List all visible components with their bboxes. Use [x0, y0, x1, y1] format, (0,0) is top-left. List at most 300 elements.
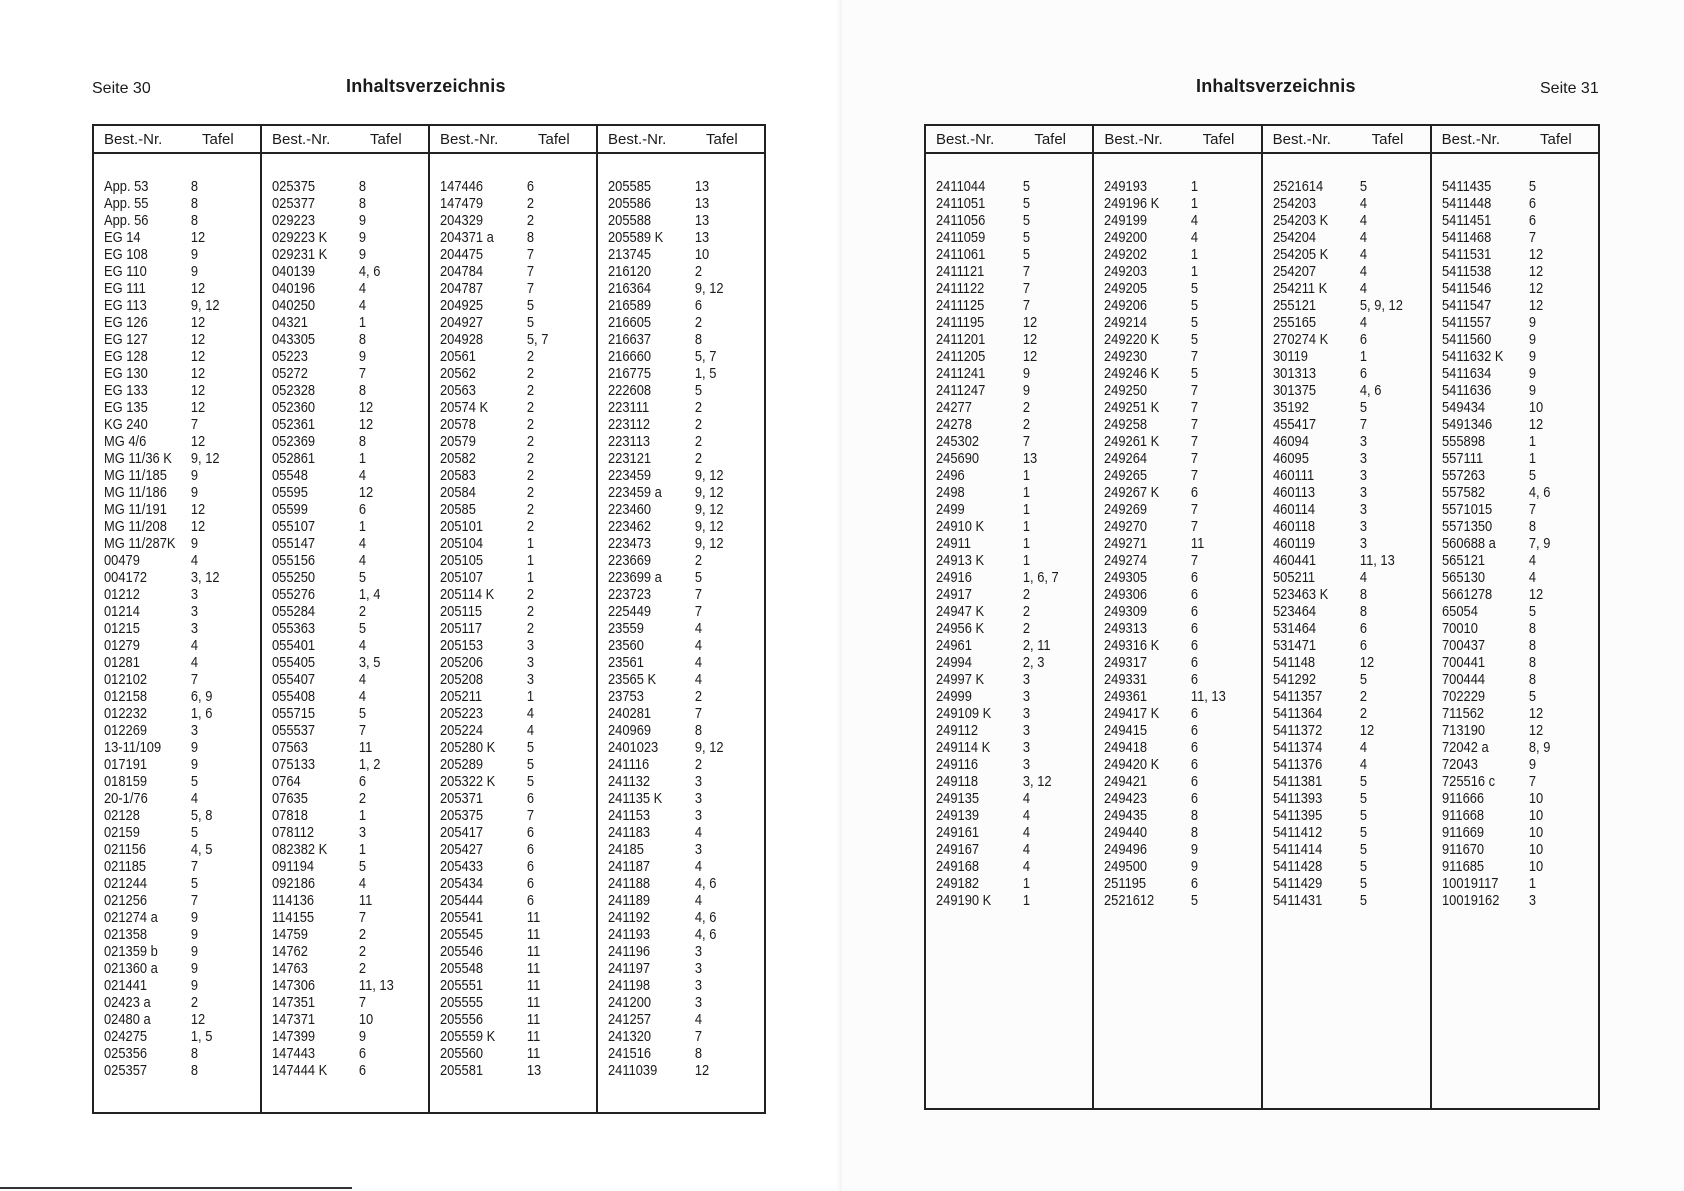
- part-number: 270274 K: [1272, 331, 1328, 348]
- tafel-number: 5: [1191, 892, 1199, 909]
- tafel-number: 12: [190, 280, 206, 297]
- tafel-number: 7: [694, 705, 703, 722]
- tafel-number: 8: [358, 195, 367, 212]
- part-number: 025375: [272, 178, 316, 195]
- tafel-number: 4: [190, 637, 199, 654]
- part-number: EG 113: [104, 297, 147, 314]
- index-row: [272, 620, 422, 637]
- tafel-number: 11: [526, 960, 541, 977]
- tafel-number: 3: [190, 603, 199, 620]
- tafel-number: 4: [358, 297, 367, 314]
- column-body: [1094, 154, 1260, 909]
- index-row: [272, 603, 422, 620]
- index-row: [936, 705, 1086, 722]
- part-number: 557263: [1441, 467, 1485, 484]
- index-row: [1104, 756, 1254, 773]
- index-row: [104, 841, 254, 858]
- tafel-number: 2: [526, 399, 535, 416]
- part-number: 46095: [1272, 450, 1309, 467]
- tafel-number: 7: [358, 994, 367, 1011]
- part-number: 911685: [1441, 858, 1484, 875]
- part-number: 2411121: [936, 263, 985, 280]
- tafel-number: 5: [1359, 824, 1367, 841]
- part-number: 147351: [272, 994, 316, 1011]
- part-number: 557582: [1441, 484, 1485, 501]
- column-body: [1263, 154, 1430, 909]
- part-number: 254203: [1272, 195, 1316, 212]
- index-row: [608, 586, 758, 603]
- part-number: 249167: [936, 841, 980, 858]
- index-row: [936, 807, 1086, 824]
- index-row: [608, 960, 758, 977]
- tafel-number: 6: [694, 297, 703, 314]
- part-number: 241516: [608, 1045, 652, 1062]
- part-number: 10019162: [1441, 892, 1500, 909]
- part-number: 249361: [1104, 688, 1148, 705]
- part-number: 5411414: [1272, 841, 1322, 858]
- part-number: 5411531: [1441, 246, 1491, 263]
- part-number: 205433: [440, 858, 484, 875]
- index-row: [608, 722, 758, 739]
- tafel-number: 3: [1022, 671, 1031, 688]
- tafel-number: 4: [1191, 212, 1199, 229]
- tafel-number: 9, 12: [694, 739, 724, 756]
- part-number: 523463 K: [1272, 586, 1328, 603]
- index-row: [104, 280, 254, 297]
- part-number: 205280 K: [440, 739, 496, 756]
- tafel-number: 4: [1022, 824, 1031, 841]
- part-number: 204329: [440, 212, 484, 229]
- index-row: [608, 212, 758, 229]
- index-row: [1442, 518, 1592, 535]
- part-number: 205548: [440, 960, 484, 977]
- part-number: 2521614: [1272, 178, 1323, 195]
- part-number: 205588: [608, 212, 652, 229]
- part-number: 147444 K: [272, 1062, 328, 1079]
- tafel-number: 9: [358, 246, 367, 263]
- tafel-number: 4, 6: [1528, 484, 1551, 501]
- index-row: [1442, 790, 1592, 807]
- index-row: [608, 535, 758, 552]
- index-row: [608, 501, 758, 518]
- part-number: 055408: [272, 688, 316, 705]
- part-number: 911668: [1441, 807, 1484, 824]
- index-row: [1104, 518, 1254, 535]
- index-row: [272, 722, 422, 739]
- tafel-number: 4, 6: [1359, 382, 1382, 399]
- index-row: [440, 620, 590, 637]
- index-row: [272, 433, 422, 450]
- tafel-number: 2: [526, 603, 535, 620]
- tafel-number: 11, 13: [358, 977, 394, 994]
- part-number: 2411061: [936, 246, 986, 263]
- tafel-number: 7: [1191, 382, 1199, 399]
- part-number: 254203 K: [1272, 212, 1328, 229]
- tafel-number: 8: [694, 722, 703, 739]
- tafel-number: 4: [694, 620, 703, 637]
- part-number: 205371: [440, 790, 484, 807]
- tafel-number: 9, 12: [694, 501, 724, 518]
- part-number: 20-1/76: [104, 790, 148, 807]
- tafel-number: 3: [694, 977, 703, 994]
- index-row: [440, 790, 590, 807]
- index-row: [440, 263, 590, 280]
- tafel-number: 9: [1022, 365, 1031, 382]
- header-best-nr: Best.-Nr.: [104, 130, 163, 148]
- index-row: [1273, 875, 1424, 892]
- part-number: 204475: [440, 246, 484, 263]
- index-row: [272, 195, 422, 212]
- index-row: [1104, 705, 1254, 722]
- tafel-number: 4: [358, 552, 367, 569]
- index-row: [1442, 637, 1592, 654]
- index-row: [440, 705, 590, 722]
- part-number: 204787: [440, 280, 484, 297]
- column-body: [430, 154, 596, 1079]
- part-number: 216605: [608, 314, 652, 331]
- index-row: [1104, 246, 1254, 263]
- tafel-number: 2: [694, 263, 703, 280]
- tafel-number: 3, 12: [1022, 773, 1052, 790]
- part-number: 5411357: [1272, 688, 1322, 705]
- part-number: 13-11/109: [104, 739, 162, 756]
- part-number: 249109 K: [936, 705, 992, 722]
- tafel-number: 9: [358, 212, 367, 229]
- part-number: 911666: [1441, 790, 1484, 807]
- part-number: 2411205: [936, 348, 986, 365]
- part-number: 205117: [440, 620, 483, 637]
- index-row: [936, 365, 1086, 382]
- tafel-number: 9: [190, 960, 199, 977]
- tafel-number: 3: [1022, 722, 1031, 739]
- part-number: 249199: [1104, 212, 1148, 229]
- part-number: 240281: [608, 705, 652, 722]
- part-number: 23753: [608, 688, 644, 705]
- part-number: 254207: [1272, 263, 1316, 280]
- index-row: [1273, 824, 1424, 841]
- tafel-number: 1: [1528, 450, 1536, 467]
- tafel-number: 2: [526, 365, 535, 382]
- index-row: [1442, 212, 1592, 229]
- part-number: 091194: [272, 858, 315, 875]
- part-number: 301375: [1272, 382, 1316, 399]
- tafel-number: 6: [1191, 603, 1199, 620]
- part-number: 241192: [608, 909, 651, 926]
- index-row: [1273, 229, 1424, 246]
- index-row: [1104, 365, 1254, 382]
- part-number: 241257: [608, 1011, 652, 1028]
- tafel-number: 8: [190, 195, 199, 212]
- part-number: 241135 K: [608, 790, 663, 807]
- index-row: [1273, 195, 1424, 212]
- tafel-number: 11: [358, 892, 373, 909]
- right-index-table: [924, 124, 1600, 1110]
- index-row: [104, 399, 254, 416]
- index-row: [272, 484, 422, 501]
- tafel-number: 9: [1191, 858, 1199, 875]
- tafel-number: 5: [526, 314, 535, 331]
- index-row: [1273, 722, 1424, 739]
- part-number: 205101: [440, 518, 484, 535]
- tafel-number: 8: [358, 433, 367, 450]
- part-number: 249220 K: [1104, 331, 1160, 348]
- part-number: 205556: [440, 1011, 484, 1028]
- part-number: 249271: [1104, 535, 1148, 552]
- index-row: [1442, 433, 1592, 450]
- part-number: 205555: [440, 994, 484, 1011]
- tafel-number: 6: [1191, 722, 1199, 739]
- tafel-number: 4: [1359, 756, 1367, 773]
- index-row: [1273, 620, 1424, 637]
- part-number: 241183: [608, 824, 651, 841]
- part-number: 025377: [272, 195, 316, 212]
- part-number: 205589 K: [608, 229, 664, 246]
- index-row: [1273, 314, 1424, 331]
- part-number: 147479: [440, 195, 484, 212]
- header-best-nr: Best.-Nr.: [1441, 130, 1501, 148]
- index-row: [608, 297, 758, 314]
- tafel-number: 2: [694, 314, 703, 331]
- index-row: [104, 892, 254, 909]
- part-number: 249206: [1104, 297, 1148, 314]
- part-number: 040250: [272, 297, 316, 314]
- part-number: 911669: [1441, 824, 1484, 841]
- part-number: 20561: [440, 348, 476, 365]
- tafel-number: 3: [190, 620, 199, 637]
- index-row: [272, 1028, 422, 1045]
- tafel-number: 8: [190, 178, 199, 195]
- tafel-number: 13: [526, 1062, 542, 1079]
- tafel-number: 7: [1191, 399, 1199, 416]
- tafel-number: 7: [190, 858, 199, 875]
- index-row: [1104, 688, 1254, 705]
- tafel-number: 5: [1022, 229, 1031, 246]
- index-row: [936, 484, 1086, 501]
- tafel-number: 2: [526, 433, 535, 450]
- index-row: [104, 824, 254, 841]
- tafel-number: 2: [526, 382, 535, 399]
- index-row: [1104, 399, 1254, 416]
- index-row: [272, 263, 422, 280]
- column-body: [926, 154, 1092, 909]
- index-row: [1442, 739, 1592, 756]
- tafel-number: 11: [526, 1028, 541, 1045]
- tafel-number: 10: [1528, 841, 1543, 858]
- index-row: [1442, 858, 1592, 875]
- index-row: [104, 331, 254, 348]
- tafel-number: 1: [1022, 535, 1031, 552]
- part-number: 055284: [272, 603, 316, 620]
- part-number: 23561: [608, 654, 644, 671]
- tafel-number: 6: [358, 501, 367, 518]
- index-row: [272, 518, 422, 535]
- index-row: [1442, 535, 1592, 552]
- index-row: [440, 229, 590, 246]
- index-row: [440, 875, 590, 892]
- tafel-number: 10: [1528, 824, 1543, 841]
- index-row: [272, 858, 422, 875]
- index-row: [440, 926, 590, 943]
- tafel-number: 5: [1359, 858, 1367, 875]
- part-number: 251195: [1104, 875, 1147, 892]
- part-number: 205546: [440, 943, 484, 960]
- tafel-number: 1, 6, 7: [1022, 569, 1059, 586]
- tafel-number: 1: [526, 552, 535, 569]
- tafel-number: 8, 9: [1528, 739, 1551, 756]
- part-number: 5411634: [1441, 365, 1491, 382]
- index-row: [1104, 620, 1254, 637]
- part-number: 560688 a: [1441, 535, 1496, 552]
- part-number: 702229: [1441, 688, 1485, 705]
- tafel-number: 7: [1022, 263, 1031, 280]
- index-row: [1104, 212, 1254, 229]
- tafel-number: 5: [526, 297, 535, 314]
- index-row: [936, 688, 1086, 705]
- tafel-number: 4, 6: [694, 926, 717, 943]
- tafel-number: 9: [1528, 382, 1536, 399]
- tafel-number: 11: [526, 1011, 541, 1028]
- tafel-number: 6: [1191, 773, 1199, 790]
- index-row: [1442, 348, 1592, 365]
- tafel-number: 5: [1359, 773, 1367, 790]
- index-row: [608, 773, 758, 790]
- part-number: 055715: [272, 705, 316, 722]
- part-number: 02480 a: [104, 1011, 151, 1028]
- part-number: 021256: [104, 892, 148, 909]
- index-row: [1442, 450, 1592, 467]
- tafel-number: 7: [1191, 433, 1199, 450]
- index-row: [272, 773, 422, 790]
- part-number: 565130: [1441, 569, 1485, 586]
- index-row: [104, 756, 254, 773]
- part-number: 20562: [440, 365, 476, 382]
- part-number: 20585: [440, 501, 476, 518]
- part-number: 2411059: [936, 229, 986, 246]
- part-number: 70010: [1441, 620, 1478, 637]
- index-row: [1273, 637, 1424, 654]
- tafel-number: 6: [1191, 569, 1199, 586]
- column-body: [262, 154, 428, 1079]
- tafel-number: 3: [190, 722, 199, 739]
- part-number: 5411395: [1272, 807, 1322, 824]
- index-row: [440, 841, 590, 858]
- tafel-number: 7: [1191, 501, 1199, 518]
- part-number: EG 111: [104, 280, 146, 297]
- index-row: [1442, 824, 1592, 841]
- tafel-number: 5: [358, 858, 367, 875]
- tafel-number: 1, 6: [190, 705, 213, 722]
- part-number: 249420 K: [1104, 756, 1160, 773]
- index-row: [608, 416, 758, 433]
- part-number: 02128: [104, 807, 140, 824]
- index-row: [272, 314, 422, 331]
- part-number: 5411372: [1272, 722, 1322, 739]
- index-row: [440, 807, 590, 824]
- tafel-number: 8: [1359, 586, 1367, 603]
- tafel-number: 12: [1528, 280, 1543, 297]
- index-row: [272, 926, 422, 943]
- index-row: [440, 960, 590, 977]
- part-number: 249196 K: [1104, 195, 1160, 212]
- part-number: 5411547: [1441, 297, 1491, 314]
- part-number: 205560: [440, 1045, 484, 1062]
- tafel-number: 4: [358, 637, 367, 654]
- tafel-number: 6: [1191, 739, 1199, 756]
- index-row: [1442, 569, 1592, 586]
- tafel-number: 6: [526, 790, 535, 807]
- index-row: [608, 450, 758, 467]
- part-number: 205115: [440, 603, 483, 620]
- part-number: 255121: [1272, 297, 1316, 314]
- index-row: [1273, 688, 1424, 705]
- tafel-number: 2: [526, 484, 535, 501]
- tafel-number: 8: [694, 331, 703, 348]
- tafel-number: 5: [1359, 671, 1367, 688]
- index-row: [104, 348, 254, 365]
- part-number: 249116: [936, 756, 979, 773]
- tafel-number: 7: [1528, 773, 1536, 790]
- index-row: [936, 603, 1086, 620]
- part-number: EG 108: [104, 246, 148, 263]
- tafel-number: 13: [694, 178, 710, 195]
- tafel-number: 2: [526, 348, 535, 365]
- part-number: 23559: [608, 620, 644, 637]
- index-row: [1273, 297, 1424, 314]
- tafel-number: 9, 12: [190, 450, 220, 467]
- tafel-number: 9: [190, 977, 199, 994]
- tafel-number: 1: [1528, 433, 1536, 450]
- index-row: [936, 263, 1086, 280]
- part-number: 205104: [440, 535, 484, 552]
- tafel-number: 4: [358, 467, 367, 484]
- column-header: [926, 126, 1092, 154]
- tafel-number: 12: [358, 484, 374, 501]
- index-row: [440, 637, 590, 654]
- part-number: 2498: [936, 484, 965, 501]
- index-row: [440, 450, 590, 467]
- part-number: 24917: [936, 586, 972, 603]
- column-body: [598, 154, 764, 1079]
- tafel-number: 11, 13: [1359, 552, 1395, 569]
- part-number: 20582: [440, 450, 476, 467]
- index-row: [440, 518, 590, 535]
- part-number: 5411451: [1441, 212, 1491, 229]
- tafel-number: 9: [1528, 314, 1536, 331]
- index-row: [1273, 756, 1424, 773]
- index-row: [1273, 467, 1424, 484]
- tafel-number: 8: [358, 331, 367, 348]
- part-number: 2411125: [936, 297, 985, 314]
- part-number: 713190: [1441, 722, 1485, 739]
- part-number: 249269: [1104, 501, 1148, 518]
- tafel-number: 12: [190, 399, 206, 416]
- part-number: 20574 K: [440, 399, 489, 416]
- tafel-number: 8: [1528, 654, 1536, 671]
- index-row: [440, 569, 590, 586]
- index-row: [1104, 229, 1254, 246]
- part-number: 223459 a: [608, 484, 662, 501]
- index-row: [104, 637, 254, 654]
- part-number: 249309: [1104, 603, 1148, 620]
- part-number: 249251 K: [1104, 399, 1160, 416]
- part-number: 147371: [272, 1011, 316, 1028]
- header-tafel: Tafel: [370, 130, 402, 148]
- index-row: [1273, 450, 1424, 467]
- tafel-number: 6: [526, 858, 535, 875]
- index-row: [608, 603, 758, 620]
- tafel-number: 3: [358, 824, 367, 841]
- index-row: [1442, 875, 1592, 892]
